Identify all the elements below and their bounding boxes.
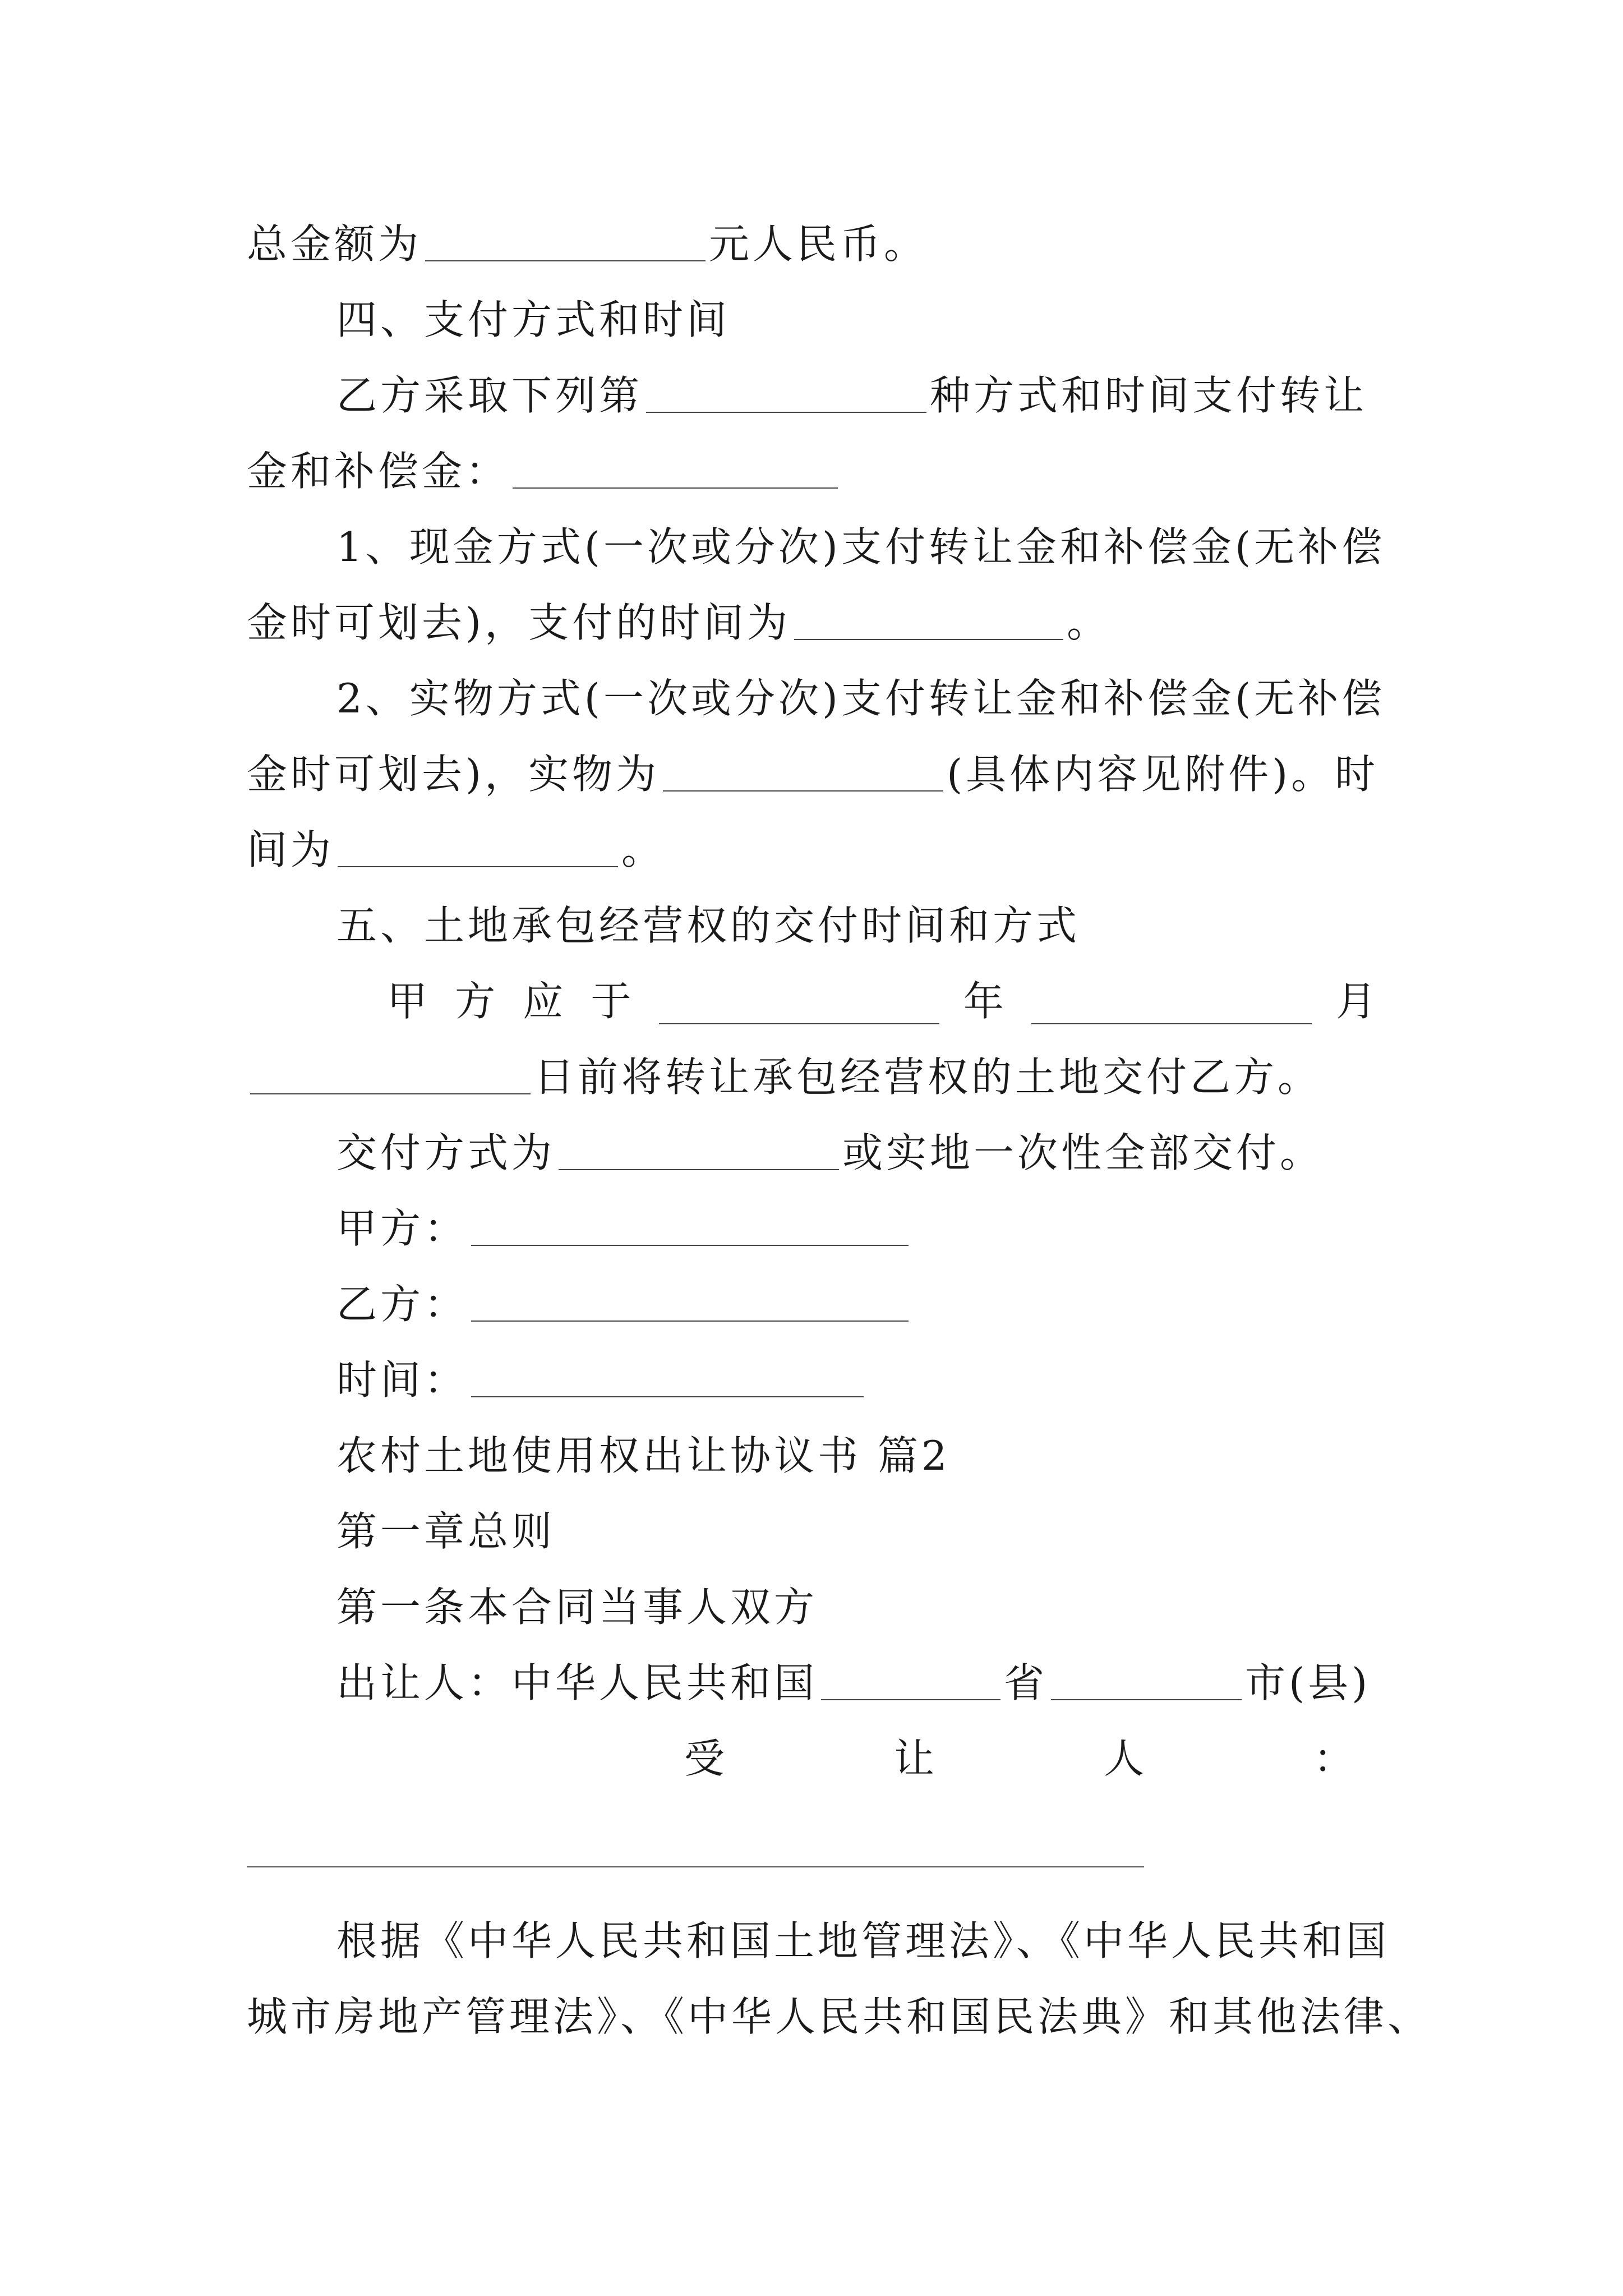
text-fragment: 受 (684, 1735, 728, 1782)
text-line (336, 516, 1386, 578)
section-heading (336, 895, 1380, 956)
text-fragment: 日前将转让承包经营权的土地交付乙方。 (534, 1053, 1322, 1101)
text-fragment: 金时可划去)，实物为 (247, 751, 660, 798)
fill-blank (646, 367, 926, 413)
text-fragment: 甲方： (336, 1205, 468, 1252)
text-fragment: 总金额为 (247, 220, 422, 268)
chapter-heading (336, 1501, 1380, 1562)
text-line (336, 365, 1380, 426)
text-line (247, 819, 1380, 881)
text-fragment: 五、土地承包经营权的交付时间和方式 (336, 902, 1081, 949)
text-fragment: 2、实物方式(一次或分次)支付转让金和补偿金(无补偿 (336, 675, 1386, 722)
fill-blank (338, 821, 618, 867)
text-line (336, 1122, 1380, 1184)
text-line (336, 1910, 1390, 1972)
fill-blank (821, 1654, 1000, 1700)
text-fragment: 元人民币。 (709, 220, 928, 268)
text-line (387, 970, 1380, 1032)
text-line (247, 440, 1380, 502)
text-fragment: 甲 (387, 978, 431, 1025)
text-line (684, 1728, 1357, 1789)
text-fragment: 市(县) (1245, 1659, 1371, 1706)
text-line (336, 1652, 1380, 1714)
fill-blank (471, 1351, 864, 1397)
text-fragment: 月 (1335, 978, 1380, 1025)
text-fragment: 农村土地使用权出让协议书 篇2 (336, 1432, 951, 1479)
signature-line-party-b (336, 1273, 1380, 1335)
text-fragment: (具体内容见附件)。时 (947, 751, 1379, 798)
text-line (247, 213, 1380, 275)
text-fragment: 金和补偿金： (247, 448, 510, 495)
section-heading (336, 289, 1380, 351)
text-fragment: 出让人：中华人民共和国 (336, 1659, 818, 1706)
text-fragment: 。 (621, 826, 666, 873)
fill-blank (663, 746, 943, 792)
text-fragment: 人 (1103, 1735, 1147, 1782)
text-fragment: ： (1313, 1735, 1357, 1782)
fill-blank (471, 1276, 909, 1322)
fill-blank (1031, 978, 1312, 1024)
text-fragment: 金时可划去)，支付的时间为 (247, 599, 791, 646)
text-fragment: 四、支付方式和时间 (336, 296, 731, 343)
fill-blank (425, 215, 706, 261)
text-fragment: 让 (893, 1735, 938, 1782)
text-line (247, 1986, 1432, 2047)
fill-blank (659, 978, 939, 1024)
text-fragment: 第一章总则 (336, 1508, 556, 1555)
text-fragment: 或实地一次性全部交付。 (842, 1129, 1324, 1176)
fill-blank (471, 1200, 909, 1246)
fill-blank (794, 594, 1063, 640)
text-fragment: 于 (591, 978, 635, 1025)
text-fragment: 1、现金方式(一次或分次)支付转让金和补偿金(无补偿 (336, 523, 1386, 570)
text-fragment: 应 (523, 978, 567, 1025)
text-fragment: 时间： (336, 1356, 468, 1404)
signature-line-party-a (336, 1198, 1380, 1259)
document-title (336, 1425, 1380, 1487)
text-line (336, 668, 1386, 729)
text-fragment: 。 (1067, 599, 1111, 646)
text-line (247, 743, 1380, 805)
fill-blank (250, 1048, 531, 1094)
text-fragment: 间为 (247, 826, 335, 873)
text-fragment: 交付方式为 (336, 1129, 556, 1176)
text-line (247, 1046, 1380, 1108)
text-fragment: 方 (455, 978, 499, 1025)
text-fragment: 城市房地产管理法》、《中华人民共和国民法典》和其他法律、 (247, 1993, 1432, 2040)
fill-blank (1051, 1654, 1242, 1700)
fill-blank (513, 443, 838, 489)
text-fragment: 乙方采取下列第 (336, 372, 643, 419)
date-line (336, 1349, 1380, 1411)
text-fragment: 乙方： (336, 1281, 468, 1328)
text-fragment: 根据《中华人民共和国土地管理法》、《中华人民共和国 (336, 1917, 1390, 1964)
fill-blank (247, 1866, 1144, 1867)
fill-blank (559, 1124, 839, 1170)
text-fragment: 年 (963, 978, 1007, 1025)
text-line (247, 592, 1380, 654)
article-heading (336, 1576, 1380, 1638)
text-fragment: 种方式和时间支付转让 (930, 372, 1368, 419)
text-fragment: 省 (1004, 1659, 1048, 1706)
text-fragment: 第一条本合同当事人双方 (336, 1584, 818, 1631)
